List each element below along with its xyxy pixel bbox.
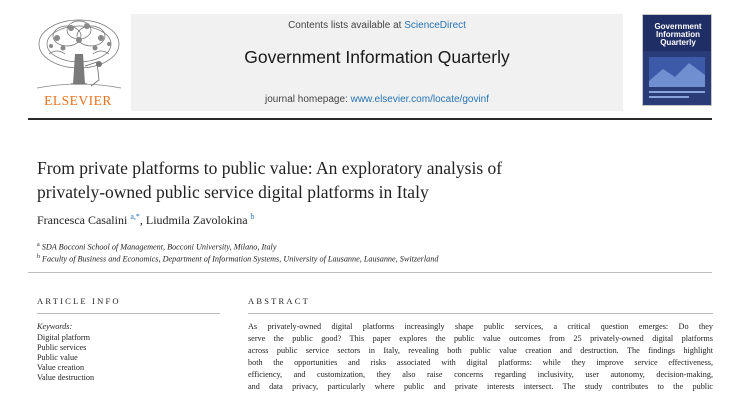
affiliation-mark: b bbox=[37, 254, 40, 260]
abstract-line: As privately-owned digital platforms increasingly shape public services, a critical question emerges: Do they bbox=[248, 322, 713, 331]
contents-line bbox=[131, 20, 623, 31]
author-affiliation-mark[interactable]: a,* bbox=[130, 212, 140, 221]
author-separator: , bbox=[139, 213, 146, 227]
abstract-line: across public service sectors in Italy, revealing both public value creation and destruction. The findings highlight bbox=[248, 346, 713, 356]
header-divider bbox=[28, 118, 712, 120]
affiliation-text: SDA Bocconi School of Management, Bocconi University, Milano, Italy bbox=[41, 242, 277, 252]
keyword-item: Value creation bbox=[37, 363, 85, 372]
author-name[interactable]: Francesca Casalini bbox=[37, 213, 128, 227]
affiliation bbox=[37, 242, 276, 252]
journal-title[interactable]: Government Information Quarterly bbox=[244, 47, 510, 67]
abstract-line: serve the public good? This paper explores the public value outcomes from 25 privately-owned digital platforms bbox=[248, 334, 713, 344]
cover-title-line: Quarterly bbox=[660, 38, 696, 47]
paper-title-line: privately-owned public service digital platforms in Italy bbox=[37, 182, 429, 202]
keyword-item: Public value bbox=[37, 353, 78, 362]
abstract-line: and data privacy, particularly where public and private interests intersect. The study contributes to the public bbox=[248, 382, 713, 392]
author-affiliation-mark[interactable]: b bbox=[250, 212, 255, 221]
affiliation-text: Faculty of Business and Economics, Department of Information Systems, University of Lausanne, Lausanne, Switzerland bbox=[42, 254, 439, 264]
abstract-line: efficiency, and customization, they also raise concerns regarding inclusivity, user autonomy, decision-making, bbox=[248, 370, 713, 380]
abstract-line: both the opportunities and risks associated with digital platforms: while they improve service effectiveness, bbox=[248, 358, 713, 368]
affiliation bbox=[37, 254, 438, 264]
cover-title bbox=[646, 23, 710, 47]
abstract-heading: ABSTRACT bbox=[248, 296, 310, 306]
article-info-divider bbox=[37, 313, 220, 314]
publisher-name: ELSEVIER bbox=[44, 93, 112, 108]
homepage-prefix: journal homepage: bbox=[264, 94, 351, 105]
sciencedirect-link[interactable]: ScienceDirect bbox=[404, 20, 466, 31]
paper-title bbox=[37, 156, 697, 204]
cover-title-line: Government bbox=[654, 22, 702, 31]
title-divider bbox=[28, 272, 712, 273]
author-list bbox=[37, 212, 255, 228]
journal-cover[interactable] bbox=[642, 14, 712, 106]
keyword-item: Public services bbox=[37, 343, 87, 352]
contents-prefix: Contents lists available at bbox=[288, 20, 405, 31]
keywords-label: Keywords: bbox=[37, 322, 73, 331]
keyword-item: Value destruction bbox=[37, 373, 95, 382]
cover-artwork-icon bbox=[643, 51, 711, 106]
article-info-heading: ARTICLE INFO bbox=[37, 296, 121, 306]
abstract-body bbox=[248, 321, 713, 394]
keywords-list bbox=[37, 333, 94, 383]
paper-title-line: From private platforms to public value: An exploratory analysis of bbox=[37, 158, 503, 178]
journal-homepage-link[interactable]: www.elsevier.com/locate/govinf bbox=[350, 94, 490, 105]
cover-title-line: Information bbox=[656, 30, 700, 39]
keyword-item: Digital platform bbox=[37, 333, 90, 342]
author-name[interactable]: Liudmila Zavolokina bbox=[145, 213, 248, 227]
affiliation-mark: a bbox=[37, 242, 40, 248]
abstract-divider bbox=[248, 313, 713, 314]
homepage-line bbox=[131, 94, 623, 105]
